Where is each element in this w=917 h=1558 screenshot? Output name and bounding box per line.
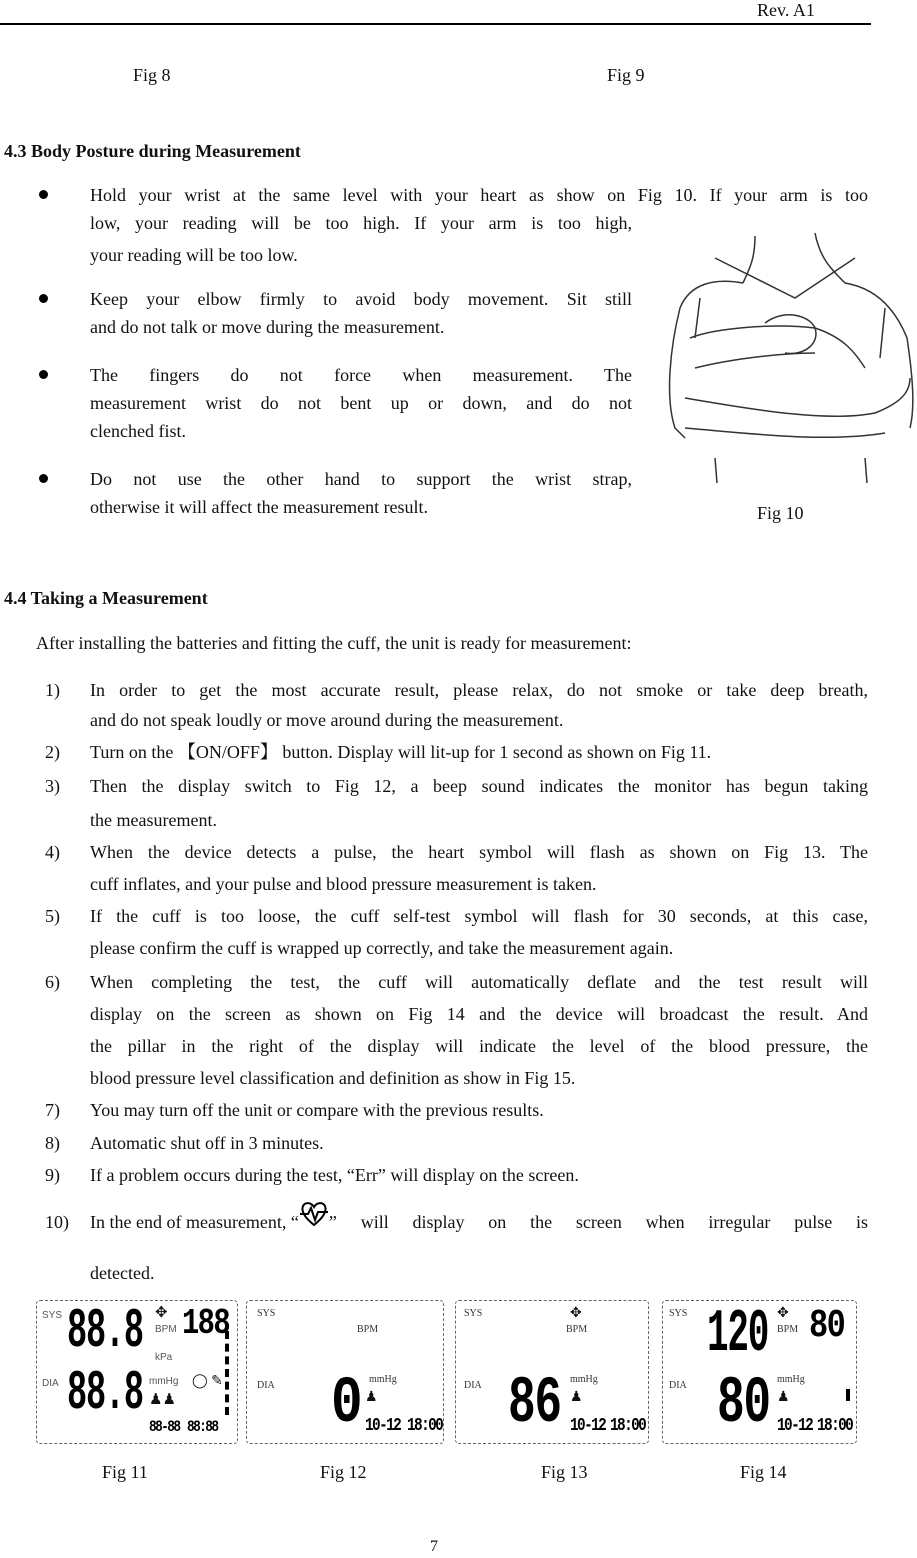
date-reading: 10-12 <box>570 1416 606 1436</box>
mmhg-label: mmHg <box>777 1374 805 1385</box>
list-number: 9) <box>45 1165 60 1185</box>
list-item-text <box>90 1211 868 1233</box>
time-reading: 88:88 <box>187 1418 218 1436</box>
bullet-text-line: The fingers do not force when measurement. The <box>90 365 632 385</box>
list-item-text: If a problem occurs during the test, “Err” will display on the screen. <box>90 1165 579 1185</box>
irregular-heartbeat-icon: ✥ <box>155 1305 168 1321</box>
time-reading: 18:00 <box>407 1416 443 1436</box>
list-item-text: and do not speak loudly or move around during the measurement. <box>90 710 564 730</box>
list-number: 10) <box>45 1212 69 1232</box>
list-item-text: You may turn off the unit or compare with the previous results. <box>90 1100 544 1120</box>
list-number: 5) <box>45 906 60 926</box>
sys-label: SYS <box>42 1310 63 1321</box>
user-icon: ♟ <box>365 1390 378 1405</box>
list-number: 6) <box>45 972 60 992</box>
list-item-text: blood pressure level classification and definition as show in Fig 15. <box>90 1068 576 1088</box>
list-item-text: cuff inflates, and your pulse and blood pressure measurement is taken. <box>90 874 597 894</box>
bullet-icon <box>39 370 48 379</box>
bullet-icon <box>39 294 48 303</box>
header-rule <box>0 23 871 25</box>
bullet-text-line: Do not use the other hand to support the wrist strap, <box>90 469 632 489</box>
list-item-text: the pillar in the right of the display will indicate the level of the blood pressure, the <box>90 1036 868 1056</box>
pulse-reading: 80 <box>809 1304 845 1349</box>
dia-label: DIA <box>257 1380 275 1391</box>
dia-reading: 86 <box>508 1366 561 1441</box>
list-item-text: please confirm the cuff is wrapped up correctly, and take the measurement again. <box>90 938 674 958</box>
pulse-reading: 188 <box>182 1303 230 1344</box>
bullet-text-line: Keep your elbow firmly to avoid body movement. Sit still <box>90 289 632 309</box>
fig14-caption: Fig 14 <box>740 1462 787 1482</box>
list-number: 8) <box>45 1133 60 1153</box>
kpa-label: kPa <box>155 1352 173 1363</box>
mmhg-label: mmHg <box>149 1376 179 1387</box>
item10-text-after: ” will display on the screen when irregular pulse is <box>328 1212 868 1232</box>
sys-reading: 88.8 <box>67 1300 143 1363</box>
list-item-text: In order to get the most accurate result, please relax, do not smoke or take deep breath, <box>90 680 868 700</box>
bullet-text-line: and do not talk or move during the measurement. <box>90 317 445 337</box>
fig10-caption: Fig 10 <box>757 503 804 523</box>
dia-label: DIA <box>464 1380 482 1391</box>
fig13-caption: Fig 13 <box>541 1462 588 1482</box>
fig14-lcd-display <box>662 1300 857 1444</box>
users-icon: ♟♟ <box>149 1392 176 1408</box>
bp-level-pillar <box>225 1331 233 1415</box>
fig13-lcd-display <box>455 1300 649 1444</box>
list-number: 1) <box>45 680 60 700</box>
time-reading: 18:00 <box>817 1416 853 1436</box>
fig8-caption: Fig 8 <box>133 65 171 85</box>
bullet-text-line: Hold your wrist at the same level with your heart as show on Fig 10. If your arm is too <box>90 185 868 205</box>
bpm-label: BPM <box>777 1324 799 1335</box>
bullet-text-line: low, your reading will be too high. If your arm is too high, <box>90 213 632 233</box>
date-reading: 88-88 <box>149 1418 180 1436</box>
list-item-text: When the device detects a pulse, the heart symbol will flash as shown on Fig 13. The <box>90 842 868 862</box>
list-number: 3) <box>45 776 60 796</box>
heart-icon: ✥ <box>570 1306 582 1321</box>
list-item-text: display on the screen as shown on Fig 14 and the device will broadcast the result. And <box>90 1004 868 1024</box>
list-number: 2) <box>45 742 60 762</box>
dia-reading: 80 <box>717 1366 770 1441</box>
bpm-label: BPM <box>155 1324 177 1335</box>
date-reading: 10-12 <box>777 1416 813 1436</box>
list-item-text: detected. <box>90 1263 155 1283</box>
fig11-caption: Fig 11 <box>102 1462 148 1482</box>
date-reading: 10-12 <box>365 1416 401 1436</box>
mmhg-label: mmHg <box>570 1374 598 1385</box>
user-icon: ♟ <box>570 1390 583 1405</box>
irregular-heartbeat-icon <box>299 1199 329 1229</box>
page-number: 7 <box>430 1538 438 1555</box>
list-item-text: Turn on the 【ON/OFF】 button. Display will lit-up for 1 second as shown on Fig 11. <box>90 742 712 762</box>
section-4-4-intro: After installing the batteries and fitting the cuff, the unit is ready for measurement: <box>36 633 632 653</box>
fig10-posture-illustration <box>655 228 917 488</box>
sys-label: SYS <box>464 1308 483 1319</box>
bullet-text-line: measurement wrist do not bent up or down, and do not <box>90 393 632 413</box>
bullet-text-line: your reading will be too low. <box>90 245 298 265</box>
list-item-text: If the cuff is too loose, the cuff self-test symbol will flash for 30 seconds, at this case, <box>90 906 868 926</box>
list-number: 7) <box>45 1100 60 1120</box>
sys-label: SYS <box>257 1308 276 1319</box>
section-4-3-heading: 4.3 Body Posture during Measurement <box>4 141 301 161</box>
bpm-label: BPM <box>566 1324 588 1335</box>
bullet-text-line: clenched fist. <box>90 421 186 441</box>
time-reading: 18:00 <box>610 1416 646 1436</box>
fig9-caption: Fig 9 <box>607 65 645 85</box>
fig12-lcd-display <box>246 1300 444 1444</box>
bullet-icon <box>39 474 48 483</box>
list-item-text: When completing the test, the cuff will automatically deflate and the test result will <box>90 972 868 992</box>
fig11-lcd-display <box>36 1300 238 1444</box>
mmhg-label: mmHg <box>369 1374 397 1385</box>
list-number: 4) <box>45 842 60 862</box>
sys-label: SYS <box>669 1308 688 1319</box>
bullet-icon <box>39 190 48 199</box>
list-item-text: the measurement. <box>90 810 217 830</box>
dia-label: DIA <box>42 1378 59 1389</box>
user-icon: ♟ <box>777 1390 790 1405</box>
bp-level-pillar <box>846 1389 850 1401</box>
section-4-4-heading: 4.4 Taking a Measurement <box>4 588 208 608</box>
item10-text-before: In the end of measurement, “ <box>90 1212 299 1232</box>
bpm-label: BPM <box>357 1324 379 1335</box>
revision-label: Rev. A1 <box>757 0 815 20</box>
bullet-text-line: otherwise it will affect the measurement result. <box>90 497 429 517</box>
dia-label: DIA <box>669 1380 687 1391</box>
list-item-text: Automatic shut off in 3 minutes. <box>90 1133 324 1153</box>
heart-icon: ✥ <box>777 1306 789 1321</box>
dia-reading: 88.8 <box>67 1361 143 1425</box>
fig12-caption: Fig 12 <box>320 1462 367 1482</box>
list-item-text: Then the display switch to Fig 12, a beep sound indicates the monitor has begun taking <box>90 776 868 796</box>
memory-icon: ◯ ✎ <box>192 1374 223 1389</box>
dia-reading: 0 <box>331 1366 362 1441</box>
sys-reading: 120 <box>707 1301 769 1369</box>
